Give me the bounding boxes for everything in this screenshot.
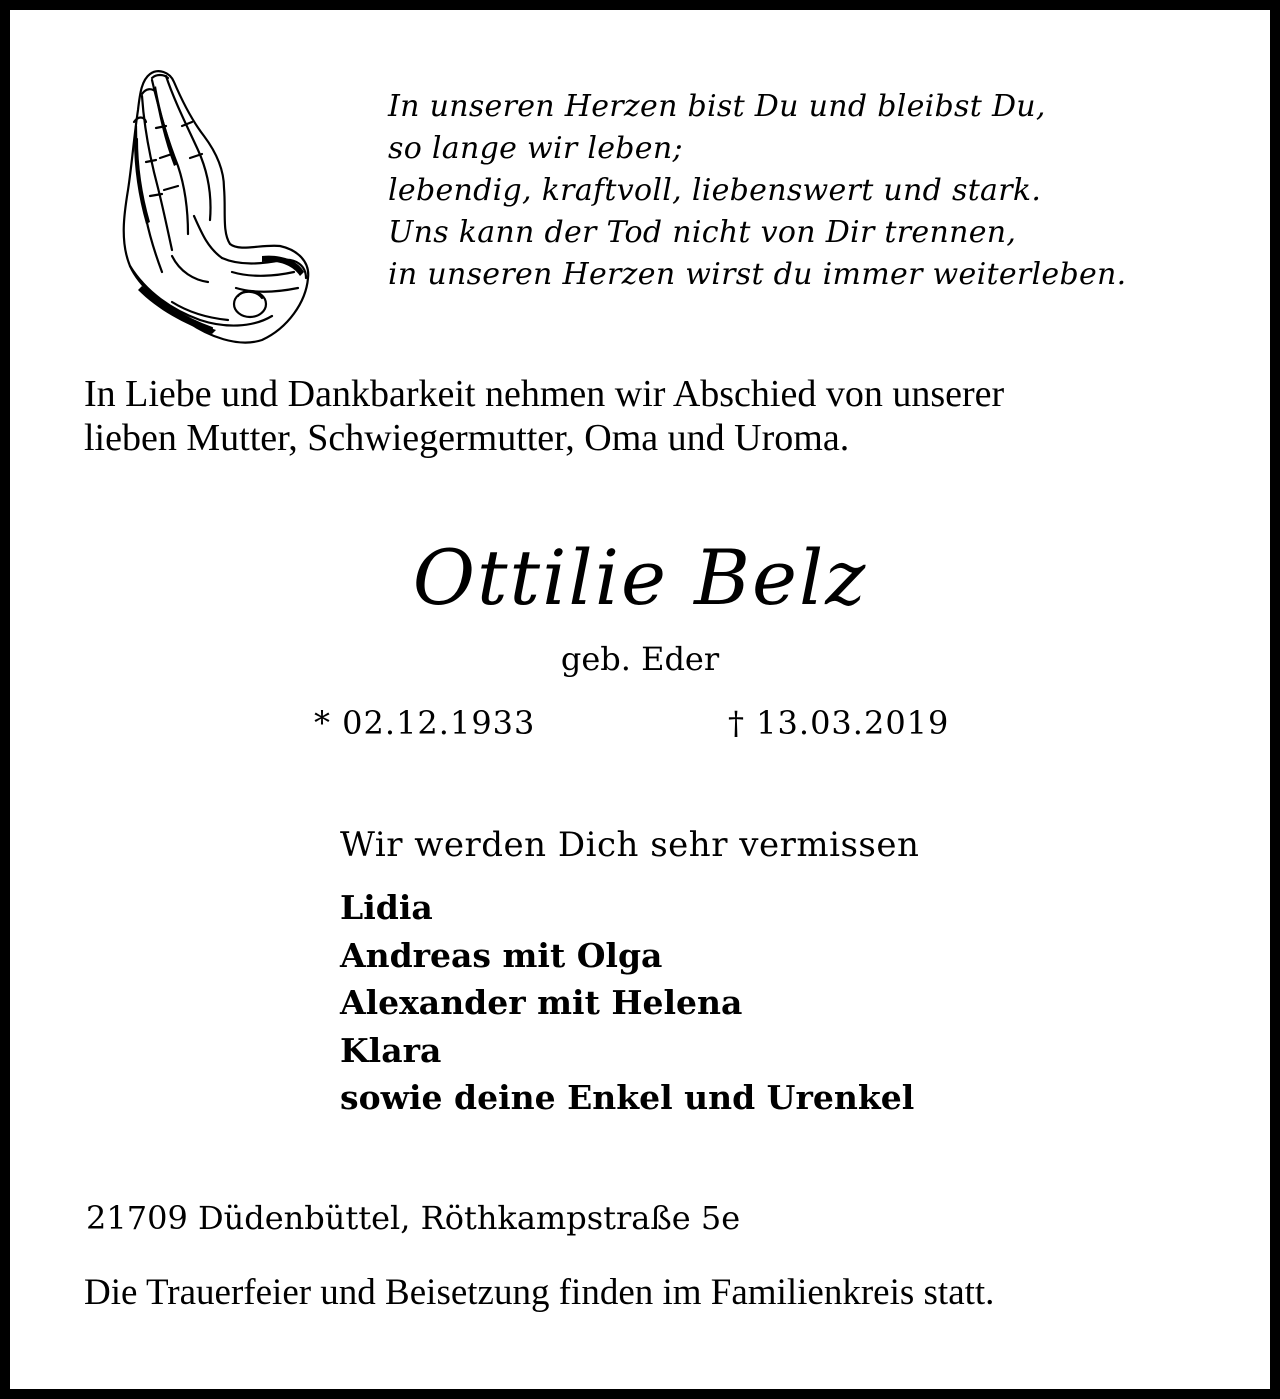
signer: sowie deine Enkel und Urenkel [340, 1078, 915, 1117]
closing-line: Wir werden Dich sehr vermissen [340, 825, 920, 865]
praying-hands-icon [112, 66, 317, 351]
intro-line: lieben Mutter, Schwiegermutter, Oma und Uroma. [84, 417, 850, 459]
maiden-name: geb. Eder [560, 640, 720, 678]
poem-line: so lange wir leben; [388, 131, 683, 166]
poem [388, 86, 1248, 296]
signer: Alexander mit Helena [340, 983, 743, 1022]
death-date: † 13.03.2019 [728, 704, 950, 742]
signer: Klara [340, 1030, 442, 1070]
intro-text [84, 372, 1214, 460]
family-address: 21709 Düdenbüttel, Röthkampstraße 5e [86, 1199, 741, 1237]
poem-line: in unseren Herzen wirst du immer weiterleben. [388, 257, 1127, 292]
service-note: Die Trauerfeier und Beisetzung finden im Familienkreis statt. [84, 1272, 995, 1313]
birth-date: * 02.12.1933 [314, 704, 536, 742]
poem-line: Uns kann der Tod nicht von Dir trennen, [388, 215, 1017, 250]
poem-line: In unseren Herzen bist Du und bleibst Du, [388, 89, 1046, 124]
signer: Lidia [340, 888, 433, 927]
signer: Andreas mit Olga [340, 935, 663, 975]
deceased-name: Ottilie Belz [412, 533, 868, 622]
intro-line: In Liebe und Dankbarkeit nehmen wir Abschied von unserer [84, 373, 1005, 415]
poem-line: lebendig, kraftvoll, liebenswert und stark. [388, 173, 1042, 208]
signers-list [340, 884, 914, 1122]
